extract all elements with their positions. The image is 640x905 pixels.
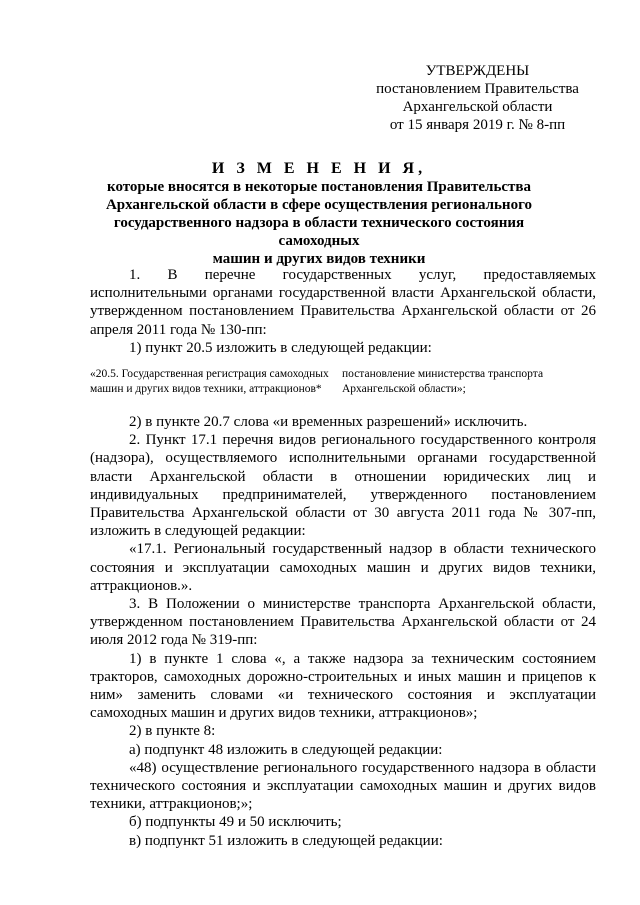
paragraph-3-item-1: 1) в пункте 1 слова «, а также надзора за техническим состоянием тракторов, самоходных дорожно-строительных и иных машин и прицепов к ним» заменить словами «и технического состояния и эксплуатации самоходных машин и других видов техники, аттракционов»; [90,650,596,722]
document-body [90,266,596,850]
approval-line-3: Архангельской области [402,99,553,115]
paragraph-1-item-1: 1) пункт 20.5 изложить в следующей редакции: [129,339,432,356]
paragraph-3-item-2b: б) подпункты 49 и 50 исключить; [129,814,342,831]
paragraph-3-item-2: 2) в пункте 8: [129,723,216,740]
title-line-2: Архангельской области в сфере осуществления регионального [105,197,533,213]
paragraph-2-quote: «17.1. Региональный государственный надзор в области технического состояния и эксплуатации самоходных машин и других видов техники, аттракционов.». [90,541,596,594]
approval-line-1: УТВЕРЖДЕНЫ [425,63,530,79]
paragraph-3: 3. В Положении о министерстве транспорта Архангельской области, утвержденном постановлением Правительства Архангельской области от 24 июля 2012 года № 319-пп: [90,596,596,649]
services-table-row [90,367,596,397]
approval-line-2: постановлением Правительства [376,81,579,97]
title-heading: И З М Е Н Е Н И Я, [211,160,427,177]
paragraph-3-item-2a-quote: «48) осуществление регионального государственного надзора в области технического состояния и эксплуатации самоходных машин и других видов техники, аттракционов;»; [90,759,596,813]
approval-line-4: от 15 января 2019 г. № 8-пп [389,117,566,133]
paragraph-2: 2. Пункт 17.1 перечня видов регионального государственного контроля (надзора), осуществляемого исполнительными органами государственной власти Архангельской области в отношении юридических лиц и индивидуальных предпринимателей, утвержденного постановлением Правительства Архангельской области от 30 августа 2011 года № 307-пп, изложить в следующей редакции: [90,432,596,540]
table-cell-document: постановление министерства транспорта Архангельской области»; [342,368,544,396]
approval-stamp [360,62,595,134]
title-line-1: которые вносятся в некоторые постановления Правительства [107,179,531,195]
document-title [90,160,548,268]
table-cell-service: «20.5. Государственная регистрация самоходных машин и других видов техники, аттракционов* [90,368,329,396]
paragraph-3-item-2a: а) подпункт 48 изложить в следующей редакции: [129,741,443,758]
title-line-4: машин и других видов техники [212,251,426,267]
paragraph-1-item-2: 2) в пункте 20.7 слова «и временных разрешений» исключить. [129,414,528,431]
title-line-3: государственного надзора в области технического состояния самоходных [113,215,525,249]
paragraph-3-item-2c: в) подпункт 51 изложить в следующей редакции: [129,832,443,849]
paragraph-1: 1. В перечне государственных услуг, предоставляемых исполнительными органами государственной власти Архангельской области, утвержденном постановлением Правительства Архангельской области от 26 апреля 2011 года № 130-пп: [90,267,596,338]
